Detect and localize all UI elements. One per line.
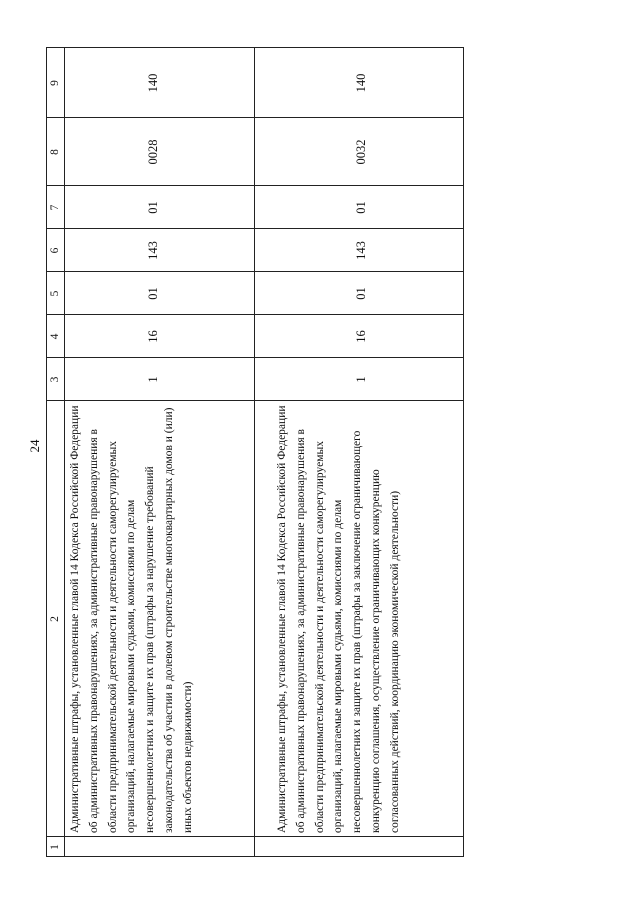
code-cell: 01	[146, 287, 160, 300]
column-header: 2	[49, 616, 61, 622]
row-description: Административные штрафы, установленные главой 14 Кодекса Российской Федерации об административных правонарушениях, за административные правонарушения в области предпринимательской деятельности и деятельности саморегулируемых организаций, налагаемые мировыми судьями, комиссиями по делам несовершеннолетних и защите их прав (штрафы за заключение ограничивающего конкуренцию соглашения, осуществление ограничивающих конкуренцию согласованных действий, координацию экономической деятельности)	[276, 405, 401, 833]
table-border-bottom	[463, 47, 464, 857]
code-cell: 1	[146, 376, 160, 383]
column-header: 6	[49, 247, 61, 254]
row-separator	[254, 47, 255, 857]
code-cell: 143	[146, 241, 160, 260]
col-border	[46, 400, 464, 401]
code-cell: 01	[354, 287, 368, 300]
col-border	[46, 271, 464, 272]
code-cell: 140	[354, 73, 368, 93]
col-border	[46, 185, 464, 186]
col-border	[46, 856, 464, 857]
code-cell: 143	[354, 241, 368, 260]
col-border	[46, 228, 464, 229]
document-table	[46, 47, 464, 857]
code-cell: 1	[354, 376, 368, 383]
code-cell: 0032	[354, 139, 368, 165]
page-number: 24	[27, 439, 42, 453]
code-cell: 0028	[146, 139, 160, 165]
col-border	[46, 836, 464, 837]
code-cell: 01	[354, 201, 368, 214]
code-cell: 16	[354, 330, 368, 343]
code-cell: 16	[146, 330, 160, 343]
column-header: 9	[49, 80, 61, 86]
col-border	[46, 314, 464, 315]
col-border	[46, 357, 464, 358]
column-header: 3	[49, 376, 61, 383]
col-border	[46, 47, 464, 48]
code-cell: 01	[146, 201, 160, 214]
col-border	[46, 117, 464, 118]
row-description: Административные штрафы, установленные главой 14 Кодекса Российской Федерации об административных правонарушениях, за административные правонарушения в области предпринимательской деятельности и деятельности саморегулируемых организаций, налагаемые мировыми судьями, комиссиями по делам несовершеннолетних и защите их прав (штрафы за нарушение требований законодательства об участии в долевом строительстве многоквартирных домов и (или) иных объектов недвижимости)	[69, 405, 194, 833]
header-separator	[64, 47, 65, 857]
code-cell: 140	[146, 73, 160, 93]
column-header: 5	[49, 290, 61, 297]
column-header: 1	[49, 844, 61, 850]
column-header: 7	[49, 204, 61, 211]
column-header: 8	[49, 149, 61, 155]
column-header: 4	[49, 333, 61, 340]
